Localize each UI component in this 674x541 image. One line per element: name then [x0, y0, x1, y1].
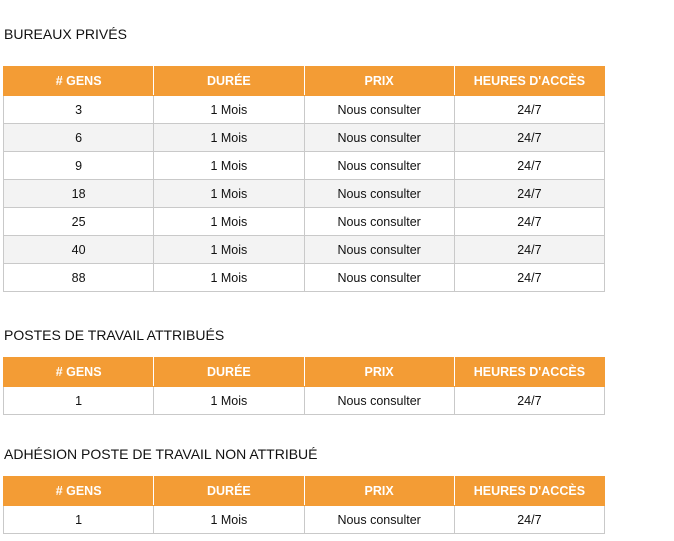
cell-heures: 24/7	[454, 208, 604, 236]
cell-duree: 1 Mois	[154, 124, 304, 152]
cell-heures: 24/7	[454, 506, 604, 534]
cell-duree: 1 Mois	[154, 180, 304, 208]
column-header-duree: DURÉE	[154, 477, 304, 506]
cell-heures: 24/7	[454, 96, 604, 124]
cell-heures: 24/7	[454, 180, 604, 208]
cell-gens: 9	[4, 152, 154, 180]
cell-duree: 1 Mois	[154, 152, 304, 180]
column-header-prix: PRIX	[304, 477, 454, 506]
pricing-table-postes-attribues	[3, 357, 605, 415]
pricing-table-adhesion-non-attribue	[3, 476, 605, 534]
cell-duree: 1 Mois	[154, 208, 304, 236]
table-row	[4, 264, 605, 292]
column-header-heures: HEURES D'ACCÈS	[454, 358, 604, 387]
cell-heures: 24/7	[454, 152, 604, 180]
column-header-gens: # GENS	[4, 67, 154, 96]
table-header-row	[4, 358, 605, 387]
cell-duree: 1 Mois	[154, 264, 304, 292]
cell-prix: Nous consulter	[304, 96, 454, 124]
column-header-heures: HEURES D'ACCÈS	[454, 67, 604, 96]
section-title-adhesion-non-attribue: ADHÉSION POSTE DE TRAVAIL NON ATTRIBUÉ	[4, 446, 318, 462]
cell-prix: Nous consulter	[304, 124, 454, 152]
cell-heures: 24/7	[454, 124, 604, 152]
cell-prix: Nous consulter	[304, 236, 454, 264]
section-title-postes-attribues: POSTES DE TRAVAIL ATTRIBUÉS	[4, 327, 225, 343]
column-header-duree: DURÉE	[154, 358, 304, 387]
column-header-gens: # GENS	[4, 358, 154, 387]
cell-gens: 18	[4, 180, 154, 208]
cell-gens: 40	[4, 236, 154, 264]
cell-prix: Nous consulter	[304, 180, 454, 208]
cell-duree: 1 Mois	[154, 387, 304, 415]
table-row	[4, 506, 605, 534]
column-header-duree: DURÉE	[154, 67, 304, 96]
cell-gens: 25	[4, 208, 154, 236]
cell-gens: 6	[4, 124, 154, 152]
cell-heures: 24/7	[454, 387, 604, 415]
table-row	[4, 180, 605, 208]
table-header-row	[4, 67, 605, 96]
cell-duree: 1 Mois	[154, 506, 304, 534]
column-header-gens: # GENS	[4, 477, 154, 506]
table-row	[4, 208, 605, 236]
table-row	[4, 387, 605, 415]
cell-duree: 1 Mois	[154, 96, 304, 124]
cell-prix: Nous consulter	[304, 506, 454, 534]
table-header-row	[4, 477, 605, 506]
cell-prix: Nous consulter	[304, 264, 454, 292]
table-row	[4, 124, 605, 152]
cell-duree: 1 Mois	[154, 236, 304, 264]
section-title-bureaux-prives: BUREAUX PRIVÉS	[4, 26, 127, 42]
table-row	[4, 96, 605, 124]
table-row	[4, 152, 605, 180]
cell-prix: Nous consulter	[304, 208, 454, 236]
table-row	[4, 236, 605, 264]
cell-heures: 24/7	[454, 236, 604, 264]
cell-gens: 3	[4, 96, 154, 124]
cell-prix: Nous consulter	[304, 152, 454, 180]
column-header-prix: PRIX	[304, 358, 454, 387]
cell-gens: 88	[4, 264, 154, 292]
column-header-heures: HEURES D'ACCÈS	[454, 477, 604, 506]
cell-gens: 1	[4, 387, 154, 415]
cell-gens: 1	[4, 506, 154, 534]
column-header-prix: PRIX	[304, 67, 454, 96]
cell-heures: 24/7	[454, 264, 604, 292]
pricing-table-bureaux-prives	[3, 66, 605, 292]
cell-prix: Nous consulter	[304, 387, 454, 415]
